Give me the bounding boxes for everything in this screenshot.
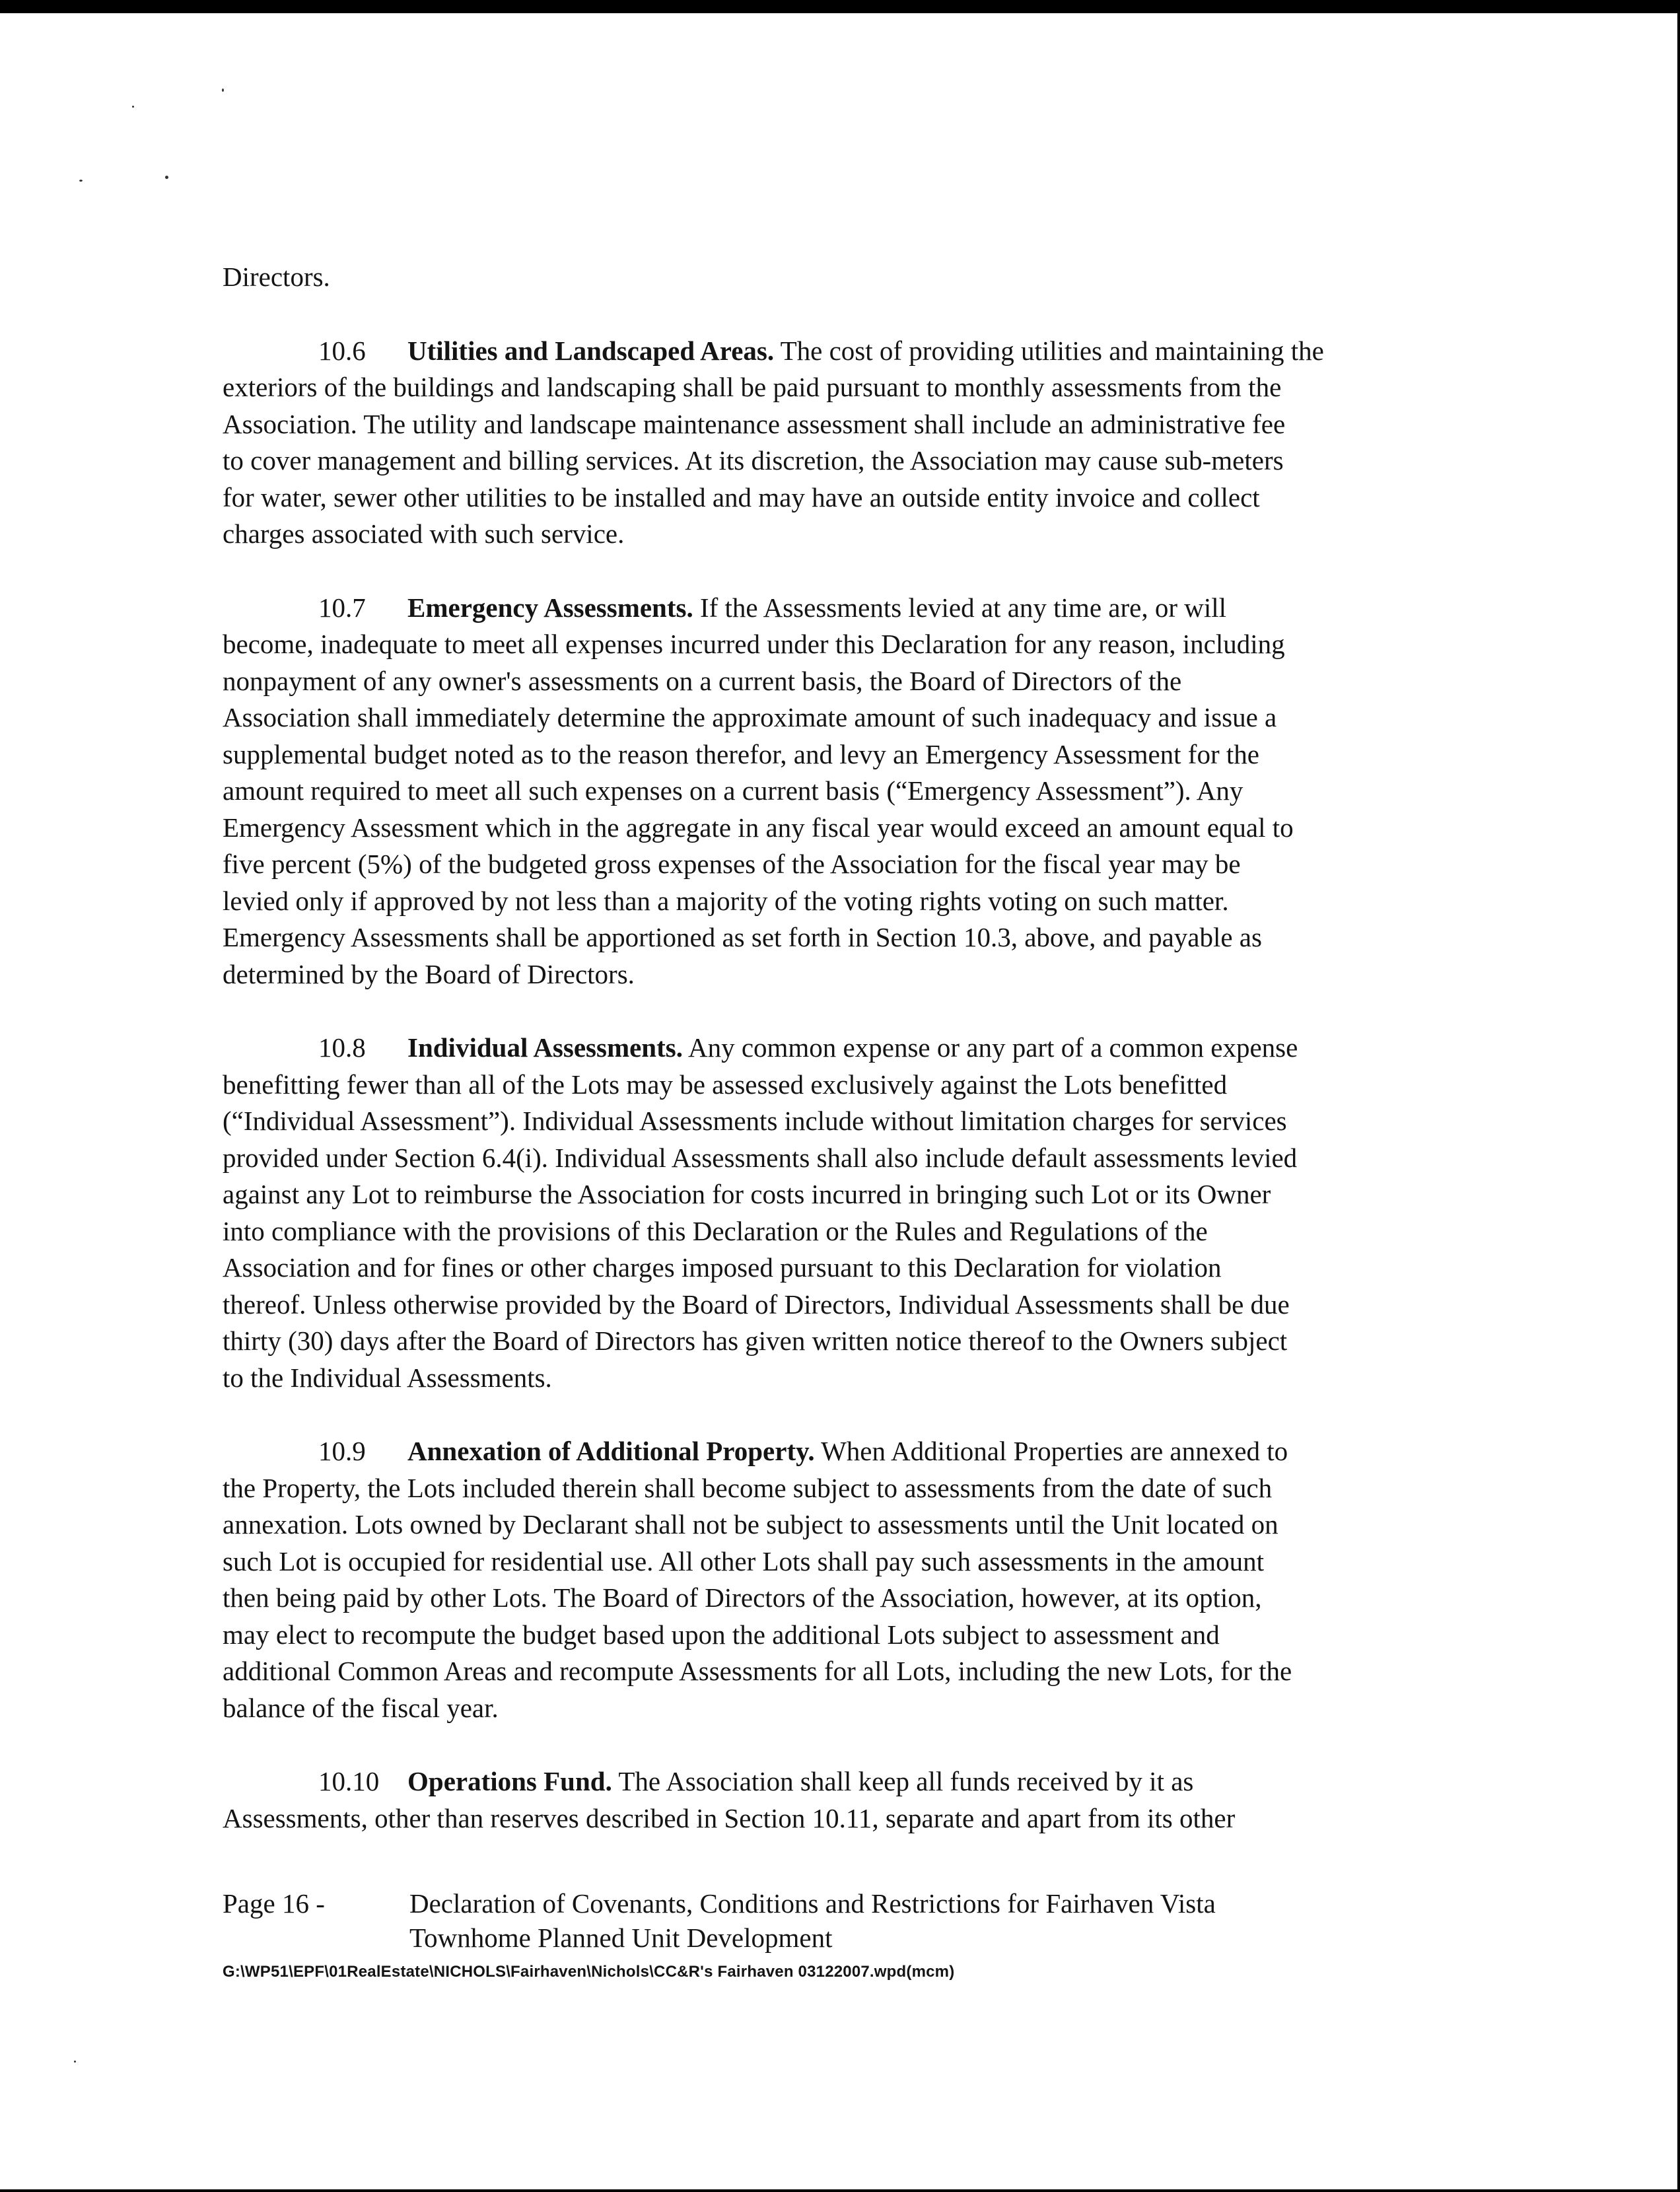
section-first-line <box>223 1433 1471 1470</box>
section-number: 10.8 <box>318 1032 366 1063</box>
scan-speck <box>74 2061 76 2063</box>
section-line: thereof. Unless otherwise provided by the Board of Directors, Individual Assessments shall be due <box>223 1289 1290 1320</box>
footer-file-path: G:\WP51\EPF\01RealEstate\NICHOLS\Fairhaven\Nichols\CC&R's Fairhaven 03122007.wpd(mcm) <box>223 1963 955 1981</box>
section-line: provided under Section 6.4(i). Individual Assessments shall also include default assessments levied <box>223 1142 1298 1173</box>
section-text: When Additional Properties are annexed to <box>814 1436 1288 1466</box>
section-line: into compliance with the provisions of this Declaration or the Rules and Regulations of the <box>223 1215 1208 1246</box>
section-line: (“Individual Assessment”). Individual Assessments include without limitation charges for services <box>223 1106 1287 1136</box>
section-line: become, inadequate to meet all expenses incurred under this Declaration for any reason, including <box>223 629 1285 659</box>
section-text: Any common expense or any part of a common expense <box>682 1032 1298 1063</box>
section-line: against any Lot to reimburse the Association for costs incurred in bringing such Lot or its Owner <box>223 1179 1271 1209</box>
continuation-text: Directors. <box>223 262 330 292</box>
scan-top-border <box>0 0 1680 13</box>
section-10-7 <box>223 590 1471 993</box>
section-line: for water, sewer other utilities to be installed and may have an outside entity invoice and collect <box>223 481 1260 513</box>
section-line: amount required to meet all such expenses on a current basis (“Emergency Assessment”). Any <box>223 775 1243 806</box>
section-heading: Utilities and Landscaped Areas. <box>407 335 775 366</box>
section-line: the Property, the Lots included therein shall become subject to assessments from the date of such <box>223 1472 1273 1503</box>
section-line: nonpayment of any owner's assessments on a current basis, the Board of Directors of the <box>223 665 1182 696</box>
scan-speck <box>132 106 134 108</box>
document-body <box>223 259 1471 1837</box>
section-text: The Association shall keep all funds received by it as <box>612 1766 1194 1796</box>
section-line: such Lot is occupied for residential use. All other Lots shall pay such assessments in the amount <box>223 1545 1265 1576</box>
section-number: 10.6 <box>318 335 366 366</box>
section-number: 10.9 <box>318 1436 366 1466</box>
section-10-6 <box>223 333 1471 553</box>
section-line: thirty (30) days after the Board of Directors has given written notice thereof to the Owners subject <box>223 1326 1288 1356</box>
section-first-line <box>223 1030 1471 1067</box>
footer-document-title <box>409 1886 1216 1955</box>
section-line: Assessments, other than reserves described in Section 10.11, separate and apart from its other <box>223 1802 1236 1833</box>
section-10-8 <box>223 1030 1471 1396</box>
section-10-9 <box>223 1433 1471 1726</box>
section-heading: Emergency Assessments. <box>407 592 693 623</box>
section-line: to cover management and billing services. At its discretion, the Association may cause sub-meters <box>223 445 1284 476</box>
section-text: The cost of providing utilities and maintaining the <box>774 335 1324 366</box>
scan-bottom-border <box>0 2189 1680 2192</box>
section-heading: Individual Assessments. <box>407 1032 683 1063</box>
section-line: five percent (5%) of the budgeted gross expenses of the Association for the fiscal year may be <box>223 849 1241 879</box>
section-line: exteriors of the buildings and landscaping shall be paid pursuant to monthly assessments from the <box>223 372 1282 402</box>
section-line: supplemental budget noted as to the reason therefor, and levy an Emergency Assessment for the <box>223 738 1259 769</box>
section-heading: Annexation of Additional Property. <box>407 1436 815 1466</box>
scan-right-border <box>1677 0 1680 2192</box>
section-number: 10.10 <box>318 1766 380 1796</box>
section-line: levied only if approved by not less than a majority of the voting rights voting on such matter. <box>223 885 1229 916</box>
section-10-10 <box>223 1763 1471 1837</box>
section-line: Association. The utility and landscape maintenance assessment shall include an administrative fee <box>223 408 1286 439</box>
section-heading: Operations Fund. <box>407 1766 612 1796</box>
section-line: then being paid by other Lots. The Board of Directors of the Association, however, at its option, <box>223 1582 1262 1613</box>
section-line: additional Common Areas and recompute Assessments for all Lots, including the new Lots, for the <box>223 1656 1292 1686</box>
section-first-line <box>223 333 1471 370</box>
scan-speck <box>222 88 224 92</box>
section-first-line <box>223 590 1471 627</box>
section-line: charges associated with such service. <box>223 518 625 549</box>
footer-title-line-1: Declaration of Covenants, Conditions and Restrictions for Fairhaven Vista <box>409 1888 1216 1919</box>
footer-title-line-2: Townhome Planned Unit Development <box>409 1923 833 1953</box>
section-line: benefitting fewer than all of the Lots may be assessed exclusively against the Lots benefitted <box>223 1069 1228 1100</box>
scan-speck <box>79 180 83 182</box>
section-first-line <box>223 1763 1471 1800</box>
section-line: Emergency Assessments shall be apportioned as set forth in Section 10.3, above, and payable as <box>223 922 1262 952</box>
section-text: If the Assessments levied at any time are, or will <box>693 592 1227 623</box>
section-line: to the Individual Assessments. <box>223 1362 552 1393</box>
section-line: may elect to recompute the budget based upon the additional Lots subject to assessment and <box>223 1619 1220 1650</box>
section-line: Association shall immediately determine the approximate amount of such inadequacy and issue a <box>223 702 1277 732</box>
section-line: annexation. Lots owned by Declarant shall not be subject to assessments until the Unit located on <box>223 1509 1278 1539</box>
section-line: Emergency Assessment which in the aggregate in any fiscal year would exceed an amount equal to <box>223 812 1294 843</box>
page-number: Page 16 - <box>223 1888 325 1919</box>
section-line: balance of the fiscal year. <box>223 1692 499 1723</box>
section-number: 10.7 <box>318 592 366 623</box>
section-line: determined by the Board of Directors. <box>223 958 635 989</box>
section-line: Association and for fines or other charges imposed pursuant to this Declaration for violation <box>223 1252 1222 1283</box>
scan-speck <box>165 176 168 179</box>
